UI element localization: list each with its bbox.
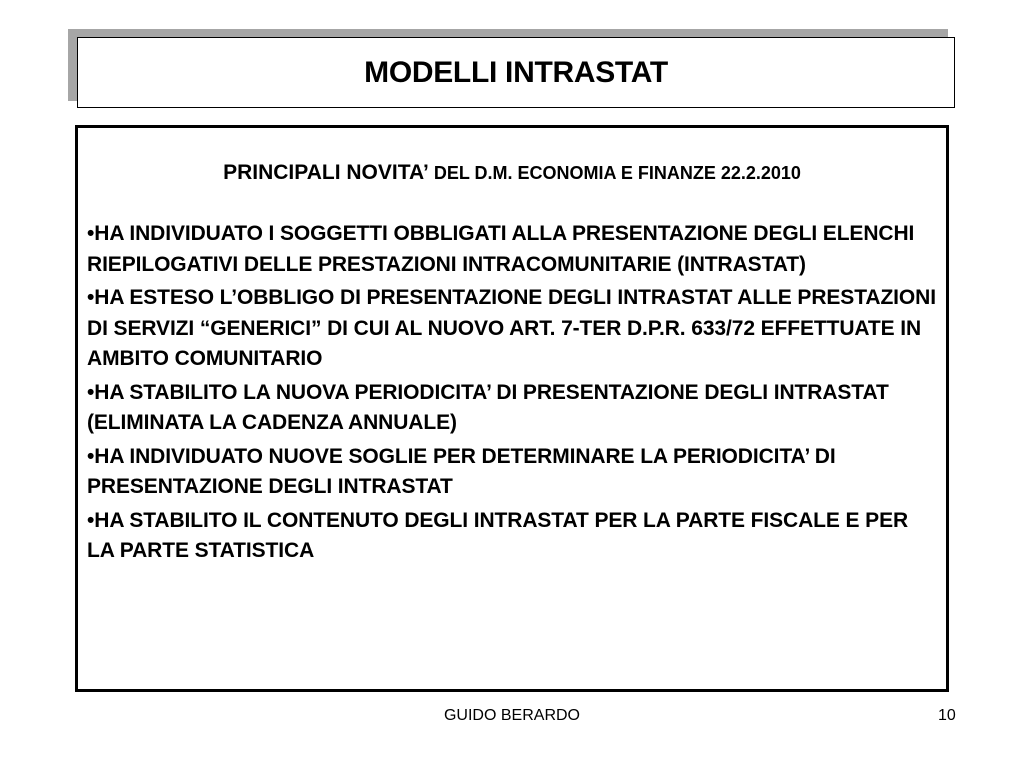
bullet-list	[87, 219, 937, 570]
bullet-item	[87, 442, 937, 503]
slide-title: MODELLI INTRASTAT	[364, 55, 668, 89]
slide-subtitle	[78, 161, 946, 185]
bullet-item	[87, 506, 937, 567]
bullet-text: HA INDIVIDUATO I SOGGETTI OBBLIGATI ALLA PRESENTAZIONE DEGLI ELENCHI RIEPILOGATIVI DELLE PRESTAZIONI INTRACOMUNITARIE (INTRASTAT)	[87, 222, 915, 276]
bullet-marker: •	[87, 286, 95, 309]
bullet-item	[87, 283, 937, 375]
page-number: 10	[938, 707, 956, 724]
bullet-item	[87, 219, 937, 280]
bullet-marker: •	[87, 222, 95, 245]
bullet-marker: •	[87, 508, 95, 532]
subtitle-main: PRINCIPALI NOVITA’	[223, 161, 429, 184]
bullet-marker: •	[87, 444, 95, 468]
bullet-marker: •	[87, 380, 95, 404]
footer-author: GUIDO BERARDO	[443, 707, 580, 724]
content-box	[75, 125, 949, 692]
bullet-text: HA STABILITO LA NUOVA PERIODICITA’ DI PRESENTAZIONE DEGLI INTRASTAT (ELIMINATA LA CADENZA ANNUALE)	[87, 380, 889, 434]
subtitle-rest: DEL D.M. ECONOMIA E FINANZE 22.2.2010	[428, 163, 801, 183]
title-box	[77, 37, 955, 108]
bullet-text: HA STABILITO IL CONTENUTO DEGLI INTRASTAT PER LA PARTE FISCALE E PER LA PARTE STATISTICA	[87, 508, 909, 562]
bullet-text: HA INDIVIDUATO NUOVE SOGLIE PER DETERMINARE LA PERIODICITA’ DI PRESENTAZIONE DEGLI INTRASTAT	[87, 444, 836, 498]
bullet-item	[87, 378, 937, 439]
bullet-text: HA ESTESO L’OBBLIGO DI PRESENTAZIONE DEGLI INTRASTAT ALLE PRESTAZIONI DI SERVIZI “GENERICI” DI CUI AL NUOVO ART. 7-TER D.P.R. 633/72 EFFETTUATE IN AMBITO COMUNITARIO	[87, 286, 936, 370]
